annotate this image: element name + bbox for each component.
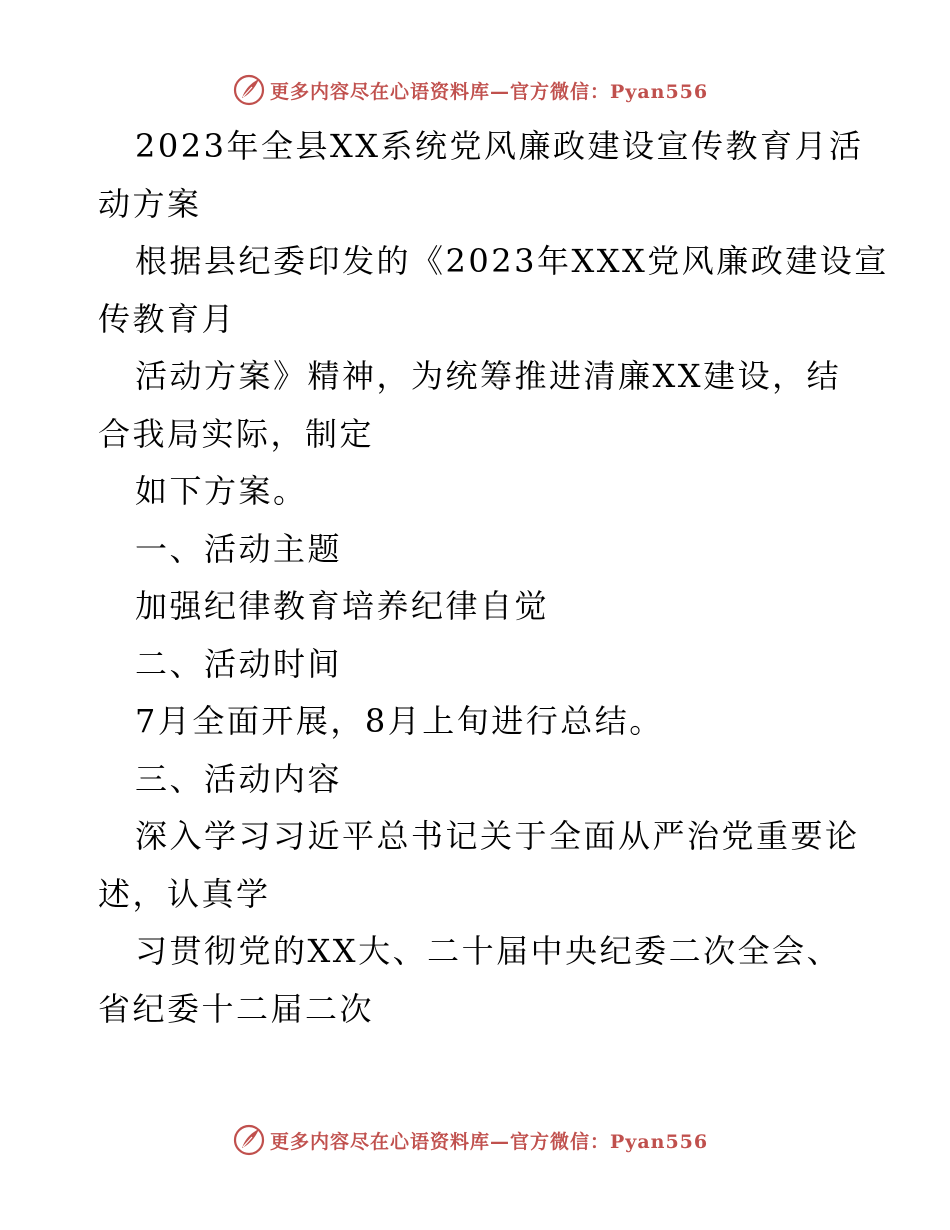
text-line: 如下方案。 [135,472,308,510]
watermark-text: 更多内容尽在心语资料库—官方微信：Pyan556 [270,80,709,103]
footer-watermark [232,1122,708,1158]
watermark-text: 更多内容尽在心语资料库—官方微信：Pyan556 [270,1130,709,1153]
text-line: 二、活动时间 [135,644,343,683]
text-line: 2023年全县XX系统党风廉政建设宣传教育月活 [135,127,864,165]
quill-logo-icon [232,73,266,107]
document-body [98,118,889,1038]
text-line: 加强纪律教育培养纪律自觉 [135,587,550,625]
text-line: 习贯彻党的XX大、二十届中央纪委二次全会、 [135,932,842,970]
text-line: 合我局实际，制定 [98,414,375,453]
text-line: 活动方案》精神，为统筹推进清廉XX建设，结 [135,357,842,395]
text-line: 省纪委十二届二次 [98,989,375,1028]
text-line: 三、活动内容 [135,759,343,798]
header-watermark [232,72,708,108]
text-line: 述，认真学 [98,874,271,913]
text-line: 传教育月 [98,299,237,338]
text-line: 根据县纪委印发的《2023年XXX党风廉政建设宣 [135,242,889,280]
text-line: 一、活动主题 [135,529,343,568]
text-line: 动方案 [98,184,202,223]
quill-logo-icon [232,1123,266,1157]
text-line: 深入学习习近平总书记关于全面从严治党重要论 [135,817,860,855]
text-line: 7月全面开展，8月上旬进行总结。 [135,702,664,740]
